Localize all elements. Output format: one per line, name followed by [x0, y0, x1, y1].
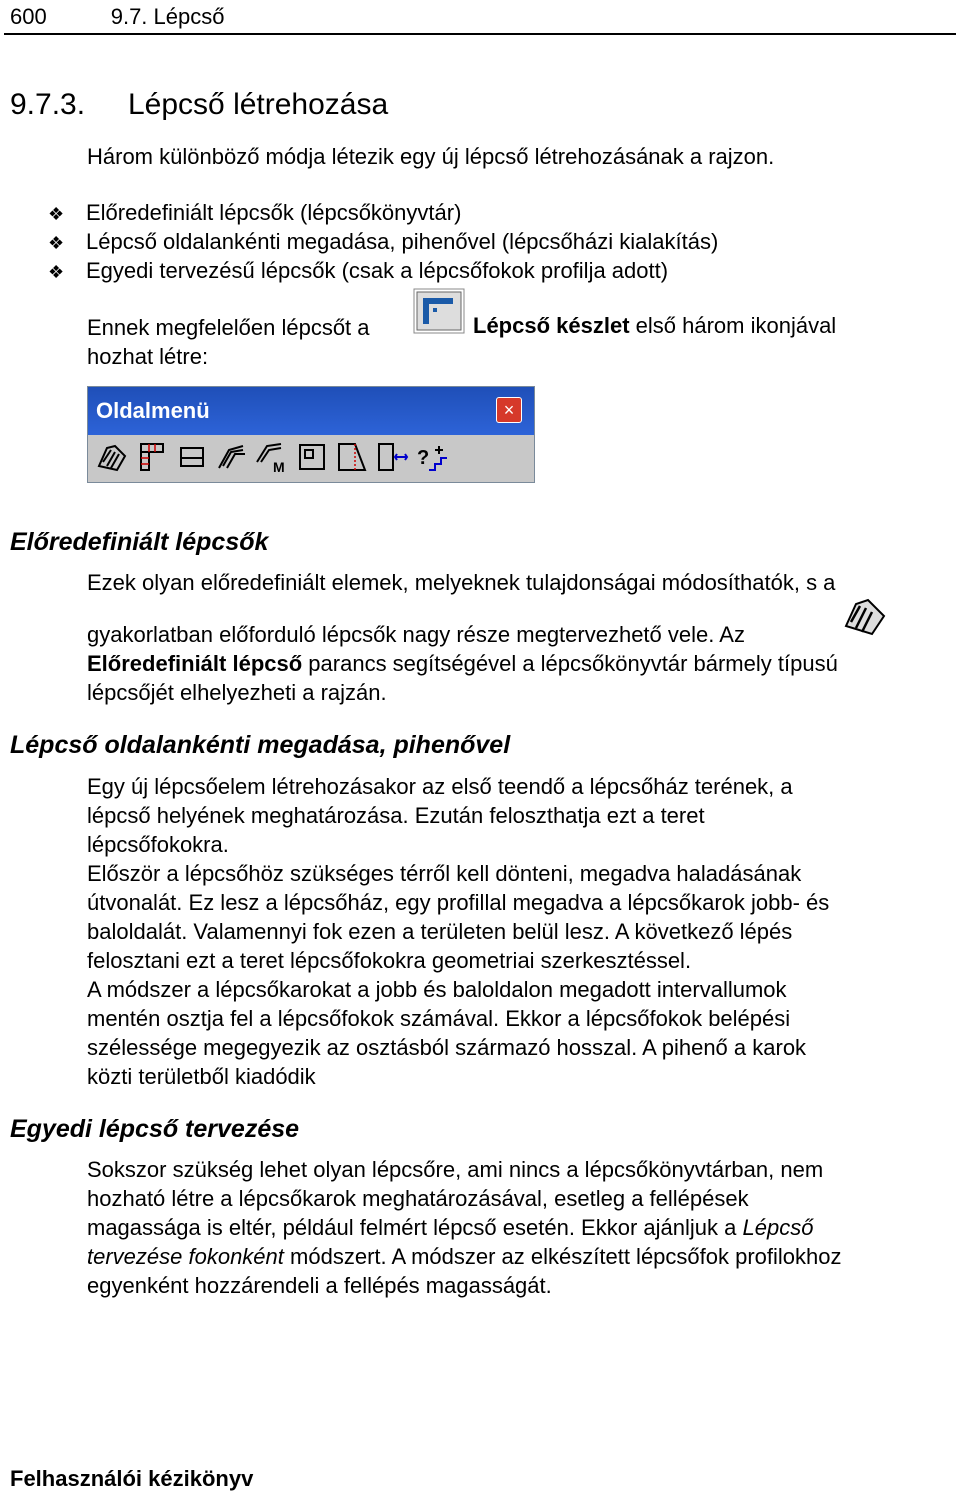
paragraph-line: felosztani ezt a teret lépcsőfokokra geometriai szerkesztéssel.	[87, 948, 692, 973]
section-heading	[10, 88, 388, 122]
heading-title: Lépcső létrehozása	[128, 88, 389, 121]
page-number: 600	[10, 4, 47, 29]
stair-measure-icon[interactable]	[374, 439, 410, 475]
paragraph-line: baloldalát. Valamennyi fok ezen a területen belül lesz. A következő lépés	[87, 919, 793, 944]
paragraph-line: hozható létre a lépcsőkarok meghatározásával, esetleg a fellépések	[87, 1186, 749, 1211]
section-label: 9.7. Lépcső	[110, 4, 225, 29]
toolset-text: Ennek megfelelően lépcsőt a	[87, 315, 370, 340]
paragraph-line: Először a lépcsőhöz szükséges térről kell dönteni, megadva haladásának	[87, 861, 802, 886]
stair-square-icon[interactable]	[294, 439, 330, 475]
paragraph-line: Egy új lépcsőelem létrehozásakor az első teendő a lépcsőház terének, a	[87, 774, 793, 799]
window-title: Oldalmenü	[88, 387, 534, 435]
close-icon[interactable]: ×	[496, 397, 522, 423]
header-rule	[4, 33, 956, 35]
stair-help-icon[interactable]	[414, 439, 450, 475]
svg-text:?: ?	[417, 447, 430, 469]
paragraph-line: lépcsőfokokra.	[87, 832, 229, 857]
diamond-bullet-icon: ❖	[48, 233, 65, 253]
paragraph-line: lépcsőjét elhelyezheti a rajzán.	[87, 680, 387, 705]
paragraph-line: útvonalát. Ez lesz a lépcsőház, egy profillal megadva a lépcsőkarok jobb- és	[87, 890, 830, 915]
stair-run-m-icon[interactable]	[254, 439, 290, 475]
heading-number: 9.7.3.	[10, 88, 86, 121]
bullet-item: ❖ Előredefiniált lépcsők (lépcsőkönyvtár)	[48, 200, 462, 225]
diamond-bullet-icon: ❖	[48, 262, 65, 282]
bullet-item: ❖ Egyedi tervezésű lépcsők (csak a lépcsőfokok profilja adott)	[48, 258, 669, 283]
paragraph-line: mentén osztja fel a lépcsőfokok számával. Ekkor a lépcsőfokok belépési	[87, 1006, 791, 1031]
paragraph-line: tervezése fokonként módszert. A módszer az elkészített lépcsőfok profilokhoz	[87, 1244, 842, 1269]
toolbar	[94, 439, 528, 475]
toolset-description: Lépcső készlet első három ikonjával	[473, 313, 837, 338]
paragraph-line: Ezek olyan előredefiniált elemek, melyeknek tulajdonságai módosíthatók, s a	[87, 570, 836, 595]
subsection-title: Egyedi lépcső tervezése	[10, 1115, 300, 1143]
stair-landing-icon[interactable]	[334, 439, 370, 475]
paragraph-line: Előredefiniált lépcső parancs segítségével a lépcsőkönyvtár bármely típusú	[87, 651, 838, 676]
paragraph-line: magassága is eltér, például felmért lépcső esetén. Ekkor ajánljuk a Lépcső	[87, 1215, 814, 1240]
subsection-title: Lépcső oldalankénti megadása, pihenővel	[10, 731, 511, 759]
paragraph-line: gyakorlatban előforduló lépcsők nagy része megtervezhető vele. Az	[87, 622, 745, 647]
stair-toolset-icon	[413, 288, 465, 334]
paragraph-line: közti területből kiadódik	[87, 1064, 316, 1089]
side-menu-window	[87, 386, 535, 483]
diamond-bullet-icon: ❖	[48, 204, 65, 224]
stair-box-icon[interactable]	[174, 439, 210, 475]
svg-text:M: M	[273, 459, 285, 474]
paragraph-line: lépcső helyének meghatározása. Ezután feloszthatja ezt a teret	[87, 803, 705, 828]
page-header	[10, 4, 224, 30]
paragraph-line: Sokszor szükség lehet olyan lépcsőre, ami nincs a lépcsőkönyvtárban, nem	[87, 1157, 824, 1182]
paragraph-line: egyenként hozzárendeli a fellépés magasságát.	[87, 1273, 552, 1298]
bullet-item: ❖ Lépcső oldalankénti megadása, pihenővel (lépcsőházi kialakítás)	[48, 229, 719, 254]
paragraph-line: A módszer a lépcsőkarokat a jobb és baloldalon megadott intervallumok	[87, 977, 787, 1002]
predefined-stair-icon	[840, 594, 890, 640]
toolset-text-line2: hozhat létre:	[87, 344, 209, 369]
subsection-title: Előredefiniált lépcsők	[10, 528, 269, 556]
intro-text: Három különböző módja létezik egy új lépcső létrehozásának a rajzon.	[87, 144, 775, 169]
stair-run-icon[interactable]	[214, 439, 250, 475]
paragraph-line: szélessége megegyezik az osztásból származó hosszal. A pihenő a karok	[87, 1035, 807, 1060]
page-footer: Felhasználói kézikönyv	[10, 1466, 254, 1491]
stair-grid-icon[interactable]	[134, 439, 170, 475]
stair-library-icon[interactable]	[94, 439, 130, 475]
